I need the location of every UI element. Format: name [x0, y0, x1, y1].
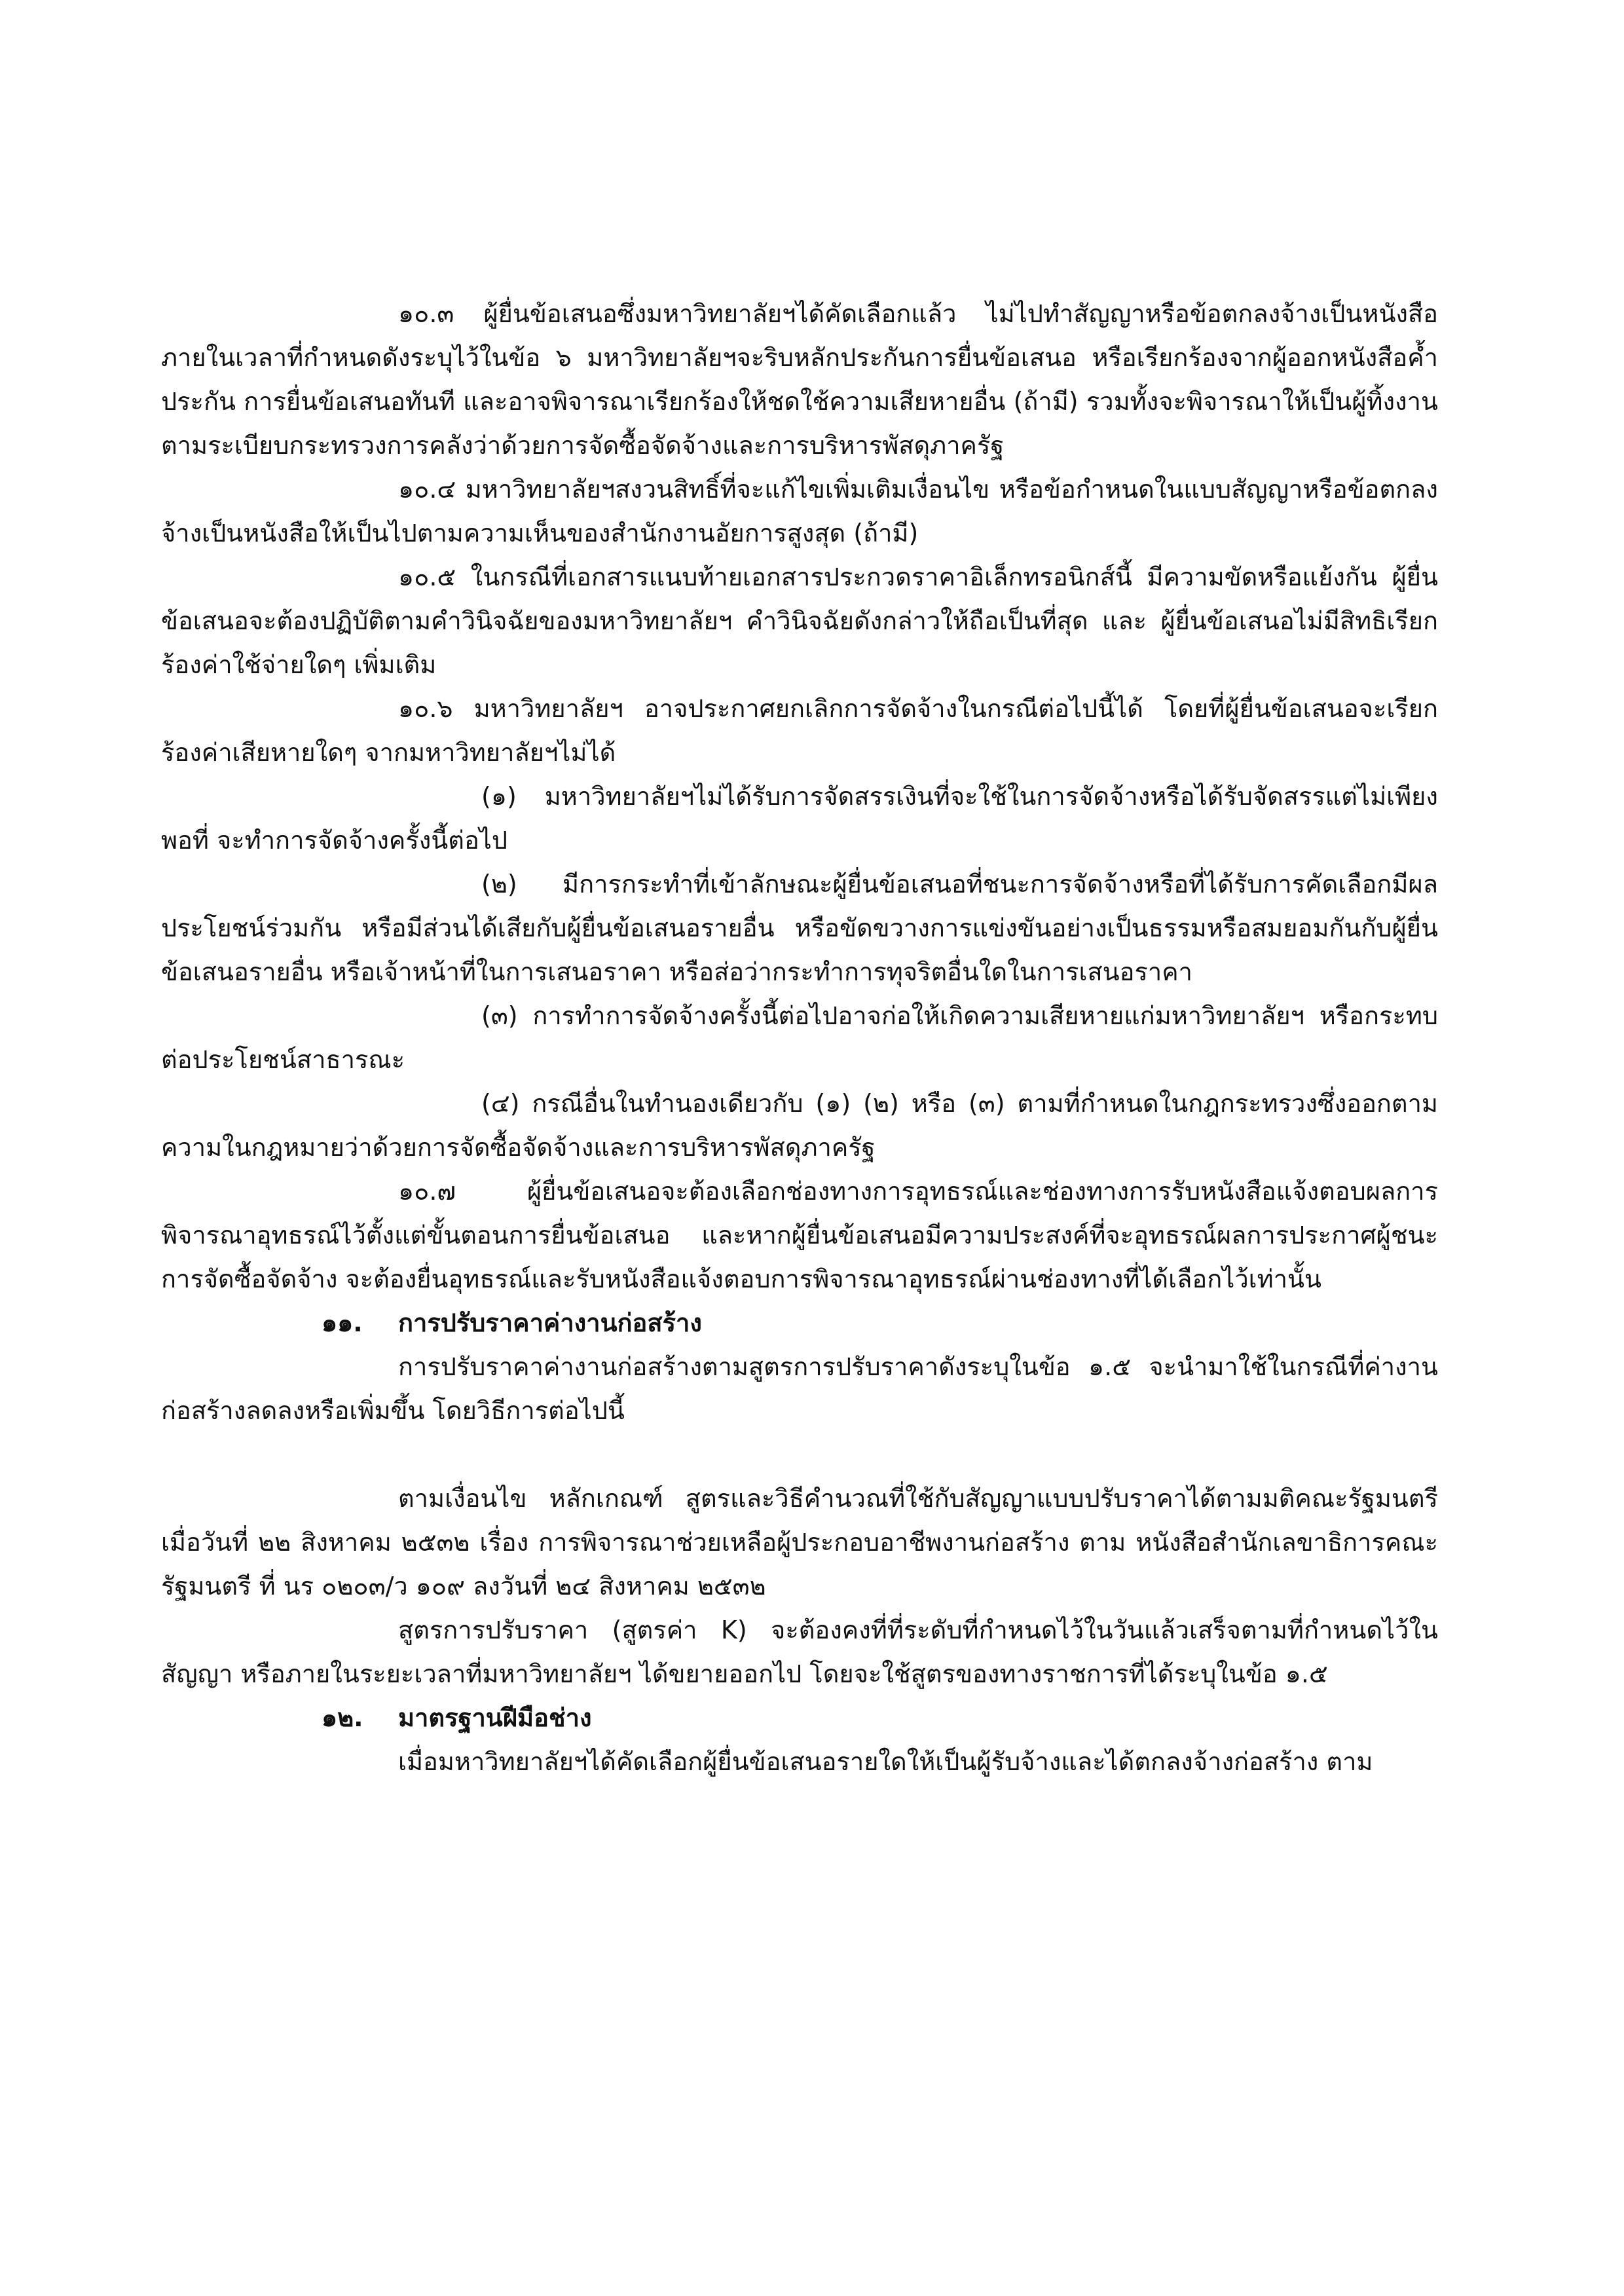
section-11-heading: [161, 1301, 1438, 1345]
section-11-number: ๑๑.: [322, 1308, 363, 1337]
clause-10-4: ๑๐.๔ มหาวิทยาลัยฯสงวนสิทธิ์ที่จะแก้ไขเพิ่มเติมเงื่อนไข หรือข้อกำหนดในแบบสัญญาหรือข้อตกลงจ้างเป็นหนังสือให้เป็นไปตามความเห็นของสำนักงานอัยการสูงสุด (ถ้ามี): [161, 475, 1438, 547]
section-12-paragraph-1: เมื่อมหาวิทยาลัยฯได้คัดเลือกผู้ยื่นข้อเสนอรายใดให้เป็นผู้รับจ้างและได้ตกลงจ้างก่อสร้าง ตาม: [398, 1747, 1373, 1776]
blank-line: [161, 1433, 1438, 1477]
section-11-title: การปรับราคาค่างานก่อสร้าง: [398, 1308, 702, 1337]
clause-10-6-4: (๔) กรณีอื่นในทำนองเดียวกับ (๑) (๒) หรือ (๓) ตามที่กำหนดในกฎกระทรวงซึ่งออกตามความในกฎหมายว่าด้วยการจัดซื้อจัดจ้างและการบริหารพัสดุภาครัฐ: [161, 1089, 1438, 1162]
section-11-paragraph-2: ตามเงื่อนไข หลักเกณฑ์ สูตรและวิธีคำนวณที่ใช้กับสัญญาแบบปรับราคาได้ตามมติคณะรัฐมนตรีเมื่อวันที่ ๒๒ สิงหาคม ๒๕๓๒ เรื่อง การพิจารณาช่วยเหลือผู้ประกอบอาชีพงานก่อสร้าง ตาม หนังสือสำนักเลขาธิการคณะรัฐมนตรี ที่ นร ๐๒๐๓/ว ๑๐๙ ลงวันที่ ๒๔ สิงหาคม ๒๕๓๒: [161, 1484, 1438, 1601]
clause-10-6-1: (๑) มหาวิทยาลัยฯไม่ได้รับการจัดสรรเงินที่จะใช้ในการจัดจ้างหรือได้รับจัดสรรแต่ไม่เพียงพอที่ จะทำการจัดจ้างครั้งนี้ต่อไป: [161, 782, 1438, 855]
section-11-paragraph-3: สูตรการปรับราคา (สูตรค่า K) จะต้องคงที่ที่ระดับที่กำหนดไว้ในวันแล้วเสร็จตามที่กำหนดไว้ในสัญญา หรือภายในระยะเวลาที่มหาวิทยาลัยฯ ได้ขยายออกไป โดยจะใช้สูตรของทางราชการที่ได้ระบุในข้อ ๑.๕: [161, 1616, 1438, 1688]
clause-10-7: ๑๐.๗ ผู้ยื่นข้อเสนอจะต้องเลือกช่องทางการอุทธรณ์และช่องทางการรับหนังสือแจ้งตอบผลการพิจารณาอุทธรณ์ไว้ตั้งแต่ขั้นตอนการยื่นข้อเสนอ และหากผู้ยื่นข้อเสนอมีความประสงค์ที่จะอุทธรณ์ผลการประกาศผู้ชนะการจัดซื้อจัดจ้าง จะต้องยื่นอุทธรณ์และรับหนังสือแจ้งตอบการพิจารณาอุทธรณ์ผ่านช่องทางที่ได้เลือกไว้เท่านั้น: [161, 1177, 1438, 1293]
section-12-number: ๑๒.: [322, 1703, 363, 1732]
section-12-heading: [161, 1696, 1438, 1740]
document-body: [161, 292, 1438, 1784]
clause-10-3: ๑๐.๓ ผู้ยื่นข้อเสนอซึ่งมหาวิทยาลัยฯได้คัดเลือกแล้ว ไม่ไปทำสัญญาหรือข้อตกลงจ้างเป็นหนังสือภายในเวลาที่กำหนดดังระบุไว้ในข้อ ๖ มหาวิทยาลัยฯจะริบหลักประกันการยื่นข้อเสนอ หรือเรียกร้องจากผู้ออกหนังสือค้ำประกัน การยื่นข้อเสนอทันที และอาจพิจารณาเรียกร้องให้ชดใช้ความเสียหายอื่น (ถ้ามี) รวมทั้งจะพิจารณาให้เป็นผู้ทิ้งงาน ตามระเบียบกระทรวงการคลังว่าด้วยการจัดซื้อจัดจ้างและการบริหารพัสดุภาครัฐ: [161, 299, 1438, 460]
section-12-title: มาตรฐานฝีมือช่าง: [398, 1703, 592, 1732]
clause-10-6: ๑๐.๖ มหาวิทยาลัยฯ อาจประกาศยกเลิกการจัดจ้างในกรณีต่อไปนี้ได้ โดยที่ผู้ยื่นข้อเสนอจะเรียกร้องค่าเสียหายใดๆ จากมหาวิทยาลัยฯไม่ได้: [161, 694, 1438, 767]
clause-10-6-2: (๒) มีการกระทำที่เข้าลักษณะผู้ยื่นข้อเสนอที่ชนะการจัดจ้างหรือที่ได้รับการคัดเลือกมีผลประโยชน์ร่วมกัน หรือมีส่วนได้เสียกับผู้ยื่นข้อเสนอรายอื่น หรือขัดขวางการแข่งขันอย่างเป็นธรรมหรือสมยอมกันกับผู้ยื่นข้อเสนอรายอื่น หรือเจ้าหน้าที่ในการเสนอราคา หรือส่อว่ากระทำการทุจริตอื่นใดในการเสนอราคา: [161, 870, 1438, 986]
section-11-paragraph-1: การปรับราคาค่างานก่อสร้างตามสูตรการปรับราคาดังระบุในข้อ ๑.๕ จะนำมาใช้ในกรณีที่ค่างานก่อสร้างลดลงหรือเพิ่มขึ้น โดยวิธีการต่อไปนี้: [161, 1352, 1438, 1425]
clause-10-5: ๑๐.๕ ในกรณีที่เอกสารแนบท้ายเอกสารประกวดราคาอิเล็กทรอนิกส์นี้ มีความขัดหรือแย้งกัน ผู้ยื่นข้อเสนอจะต้องปฏิบัติตามคำวินิจฉัยของมหาวิทยาลัยฯ คำวินิจฉัยดังกล่าวให้ถือเป็นที่สุด และ ผู้ยื่นข้อเสนอไม่มีสิทธิเรียกร้องค่าใช้จ่ายใดๆ เพิ่มเติม: [161, 563, 1438, 679]
clause-10-6-3: (๓) การทำการจัดจ้างครั้งนี้ต่อไปอาจก่อให้เกิดความเสียหายแก่มหาวิทยาลัยฯ หรือกระทบต่อประโยชน์สาธารณะ: [161, 1001, 1438, 1074]
